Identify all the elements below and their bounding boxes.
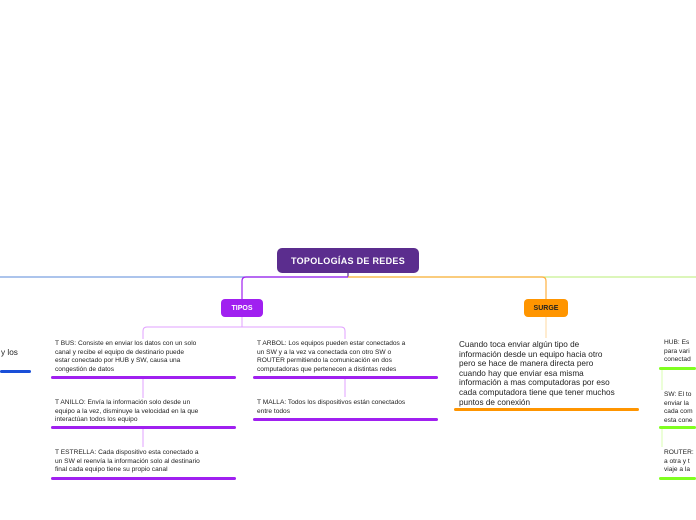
right-fragment-sw[interactable]: SW: El to enviar la cada com esta cone	[664, 391, 693, 424]
topic-tipos-label: TIPOS	[231, 304, 253, 312]
subtopic-t-malla-underline	[253, 418, 438, 421]
subtopic-t-arbol[interactable]: T ARBOL: Los equipos pueden estar conectados a un SW y a la vez va conectada con otro SW o ROUTER permitiendo la comunicación en dos computadoras que pertenecen a distintas redes	[257, 340, 406, 373]
root-topic-label: TOPOLOGÍAS DE REDES	[290, 255, 406, 266]
subtopic-t-estrella[interactable]: T ESTRELLA: Cada dispositivo esta conectado a un SW el reenvía la información solo al destinario final cada equipo tiene su propio canal	[55, 449, 200, 474]
subtopic-surge-underline	[454, 408, 639, 411]
topic-tipos[interactable]	[221, 299, 263, 317]
topic-surge-label: SURGE	[533, 304, 559, 312]
subtopic-t-arbol-underline	[253, 376, 438, 379]
right-fragment-hub[interactable]: HUB: Es para vari conectad	[664, 339, 691, 364]
link-root-surge	[348, 277, 546, 299]
subtopic-surge-text[interactable]: Cuando toca enviar algún tipo de información desde un equipo hacia otro pero se hace de manera directa pero cuando hay que enviar esa misma información a mas computadoras por eso cada computadora tiene que tener muchos puntos de conexión	[459, 340, 615, 407]
right-fragment-router-underline	[659, 477, 696, 480]
subtopic-t-anillo-underline	[51, 426, 236, 429]
topic-surge[interactable]	[524, 299, 568, 317]
subtopic-t-malla[interactable]: T MALLA: Todos los dispositivos están conectados entre todos	[257, 399, 406, 415]
link-tipos-left	[143, 327, 242, 339]
left-fragment-text[interactable]: y los	[1, 348, 18, 357]
right-fragment-sw-underline	[659, 426, 696, 429]
subtopic-t-bus-underline	[51, 376, 236, 379]
left-fragment-underline	[0, 370, 31, 373]
subtopic-t-bus[interactable]: T BUS: Consiste en enviar los datos con un solo canal y recibe el equipo de destinario puede estar conectado por HUB y SW, causa una congestión de datos	[55, 340, 197, 373]
root-topic[interactable]	[277, 248, 419, 273]
right-fragment-hub-underline	[659, 367, 696, 370]
right-fragment-router[interactable]: ROUTER: a otra y t viaje a la	[664, 449, 694, 474]
link-tipos-right	[242, 327, 345, 339]
subtopic-t-estrella-underline	[51, 477, 236, 480]
subtopic-t-anillo[interactable]: T ANILLO: Envía la información solo desde un equipo a la vez, disminuye la velocidad en la que interactúan todos los equipo	[55, 399, 199, 424]
link-root-tipos	[242, 277, 348, 299]
